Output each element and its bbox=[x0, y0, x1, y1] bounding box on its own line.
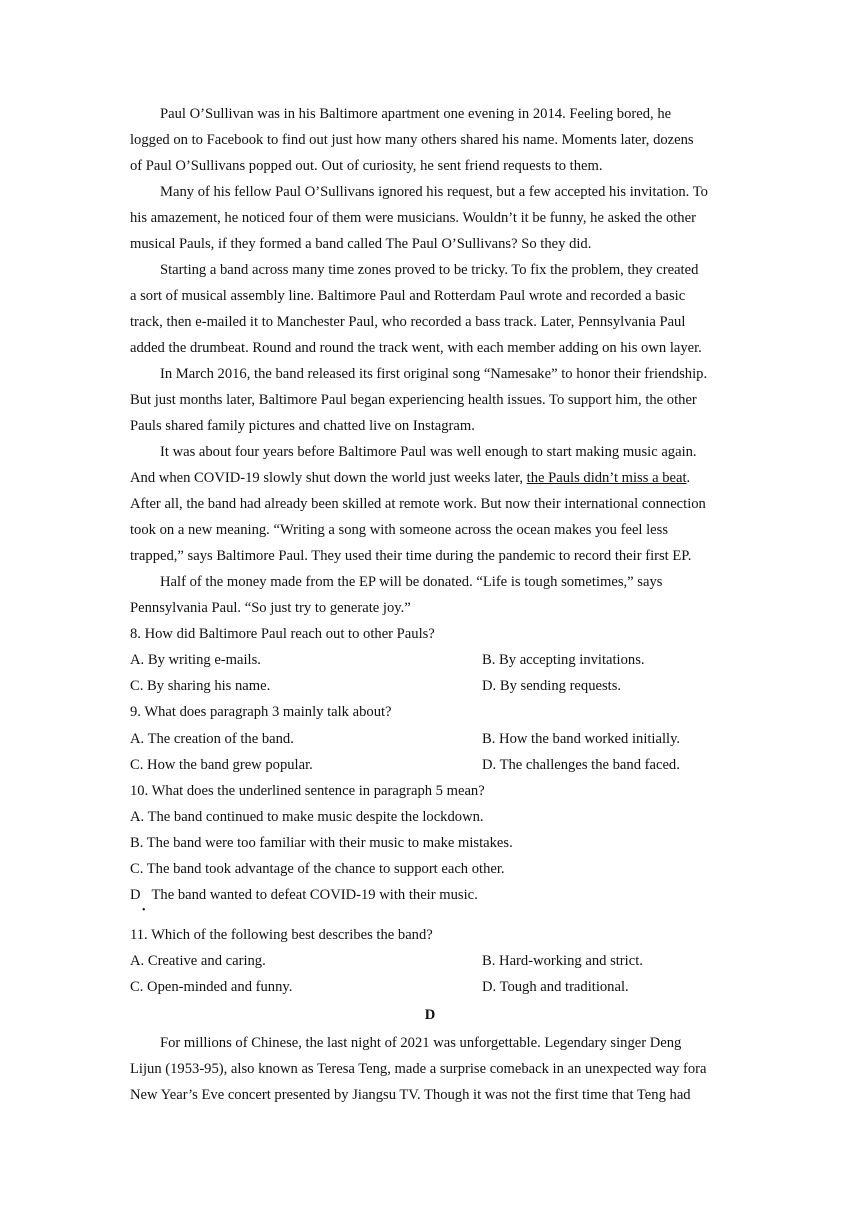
option-a: A. Creative and caring. bbox=[130, 953, 266, 969]
text-line: After all, the band had already been skilled at remote work. But now their international connection bbox=[130, 496, 706, 512]
text-line: trapped,” says Baltimore Paul. They used their time during the pandemic to record their first EP. bbox=[130, 548, 692, 564]
text-line: Starting a band across many time zones proved to be tricky. To fix the problem, they created bbox=[160, 262, 699, 278]
text-line: logged on to Facebook to find out just how many others shared his name. Moments later, dozens bbox=[130, 132, 694, 148]
option-a: A. The band continued to make music despite the lockdown. bbox=[130, 809, 484, 825]
option-c: C. How the band grew popular. bbox=[130, 757, 313, 773]
text-line bbox=[130, 468, 690, 488]
text-line: Many of his fellow Paul O’Sullivans ignored his request, but a few accepted his invitation. To bbox=[160, 184, 708, 200]
text-line: For millions of Chinese, the last night of 2021 was unforgettable. Legendary singer Deng bbox=[160, 1035, 682, 1051]
option-d: D. By sending requests. bbox=[482, 678, 622, 694]
option-b: B. How the band worked initially. bbox=[482, 731, 681, 747]
text-line: took on a new meaning. “Writing a song with someone across the ocean makes you feel less bbox=[130, 522, 669, 538]
text-line: of Paul O’Sullivans popped out. Out of curiosity, he sent friend requests to them. bbox=[130, 158, 603, 174]
option-c: C. By sharing his name. bbox=[130, 678, 271, 694]
text-line: Half of the money made from the EP will be donated. “Life is tough sometimes,” says bbox=[160, 574, 663, 590]
text-line: It was about four years before Baltimore Paul was well enough to start making music again. bbox=[160, 444, 697, 460]
question-stem: 10. What does the underlined sentence in paragraph 5 mean? bbox=[130, 783, 485, 799]
text-line: his amazement, he noticed four of them were musicians. Wouldn’t it be funny, he asked the other bbox=[130, 210, 696, 226]
option-b: B. The band were too familiar with their music to make mistakes. bbox=[130, 835, 513, 851]
question-stem: 11. Which of the following best describes the band? bbox=[130, 927, 433, 943]
option-b: B. By accepting invitations. bbox=[482, 652, 645, 668]
option-text: The band wanted to defeat COVID-19 with their music. bbox=[151, 887, 478, 903]
option-c: C. The band took advantage of the chance to support each other. bbox=[130, 861, 505, 877]
option-d: D. The challenges the band faced. bbox=[482, 757, 680, 773]
option-d bbox=[130, 885, 478, 905]
text-line: Pennsylvania Paul. “So just try to generate joy.” bbox=[130, 600, 411, 616]
text-line: But just months later, Baltimore Paul began experiencing health issues. To support him, the other bbox=[130, 392, 697, 408]
text-line: added the drumbeat. Round and round the track went, with each member adding on his own layer. bbox=[130, 340, 702, 356]
text-line: New Year’s Eve concert presented by Jiangsu TV. Though it was not the first time that Teng had bbox=[130, 1087, 691, 1103]
text-span: And when COVID-19 slowly shut down the world just weeks later, bbox=[130, 470, 523, 486]
text-line: Paul O’Sullivan was in his Baltimore apartment one evening in 2014. Feeling bored, he bbox=[160, 106, 672, 122]
option-a: A. The creation of the band. bbox=[130, 731, 294, 747]
text-line: a sort of musical assembly line. Baltimore Paul and Rotterdam Paul wrote and recorded a basic bbox=[130, 288, 686, 304]
option-letter: D bbox=[130, 887, 141, 903]
text-line: In March 2016, the band released its first original song “Namesake” to honor their friendship. bbox=[160, 366, 708, 382]
question-stem: 8. How did Baltimore Paul reach out to other Pauls? bbox=[130, 626, 435, 642]
text-line: musical Pauls, if they formed a band called The Paul O’Sullivans? So they did. bbox=[130, 236, 592, 252]
option-c: C. Open-minded and funny. bbox=[130, 979, 293, 995]
text-line: track, then e-mailed it to Manchester Paul, who recorded a bass track. Later, Pennsylvania Paul bbox=[130, 314, 686, 330]
underlined-sentence: the Pauls didn’t miss a beat bbox=[526, 470, 687, 486]
question-stem: 9. What does paragraph 3 mainly talk about? bbox=[130, 704, 392, 720]
text-line: Pauls shared family pictures and chatted live on Instagram. bbox=[130, 418, 475, 434]
text-span: . bbox=[686, 470, 691, 486]
option-b: B. Hard-working and strict. bbox=[482, 953, 643, 969]
option-a: A. By writing e-mails. bbox=[130, 652, 261, 668]
option-d: D. Tough and traditional. bbox=[482, 979, 629, 995]
text-line: Lijun (1953-95), also known as Teresa Teng, made a surprise comeback in an unexpected way fora bbox=[130, 1061, 707, 1077]
section-heading: D bbox=[424, 1007, 436, 1023]
stray-dot: • bbox=[142, 905, 146, 916]
